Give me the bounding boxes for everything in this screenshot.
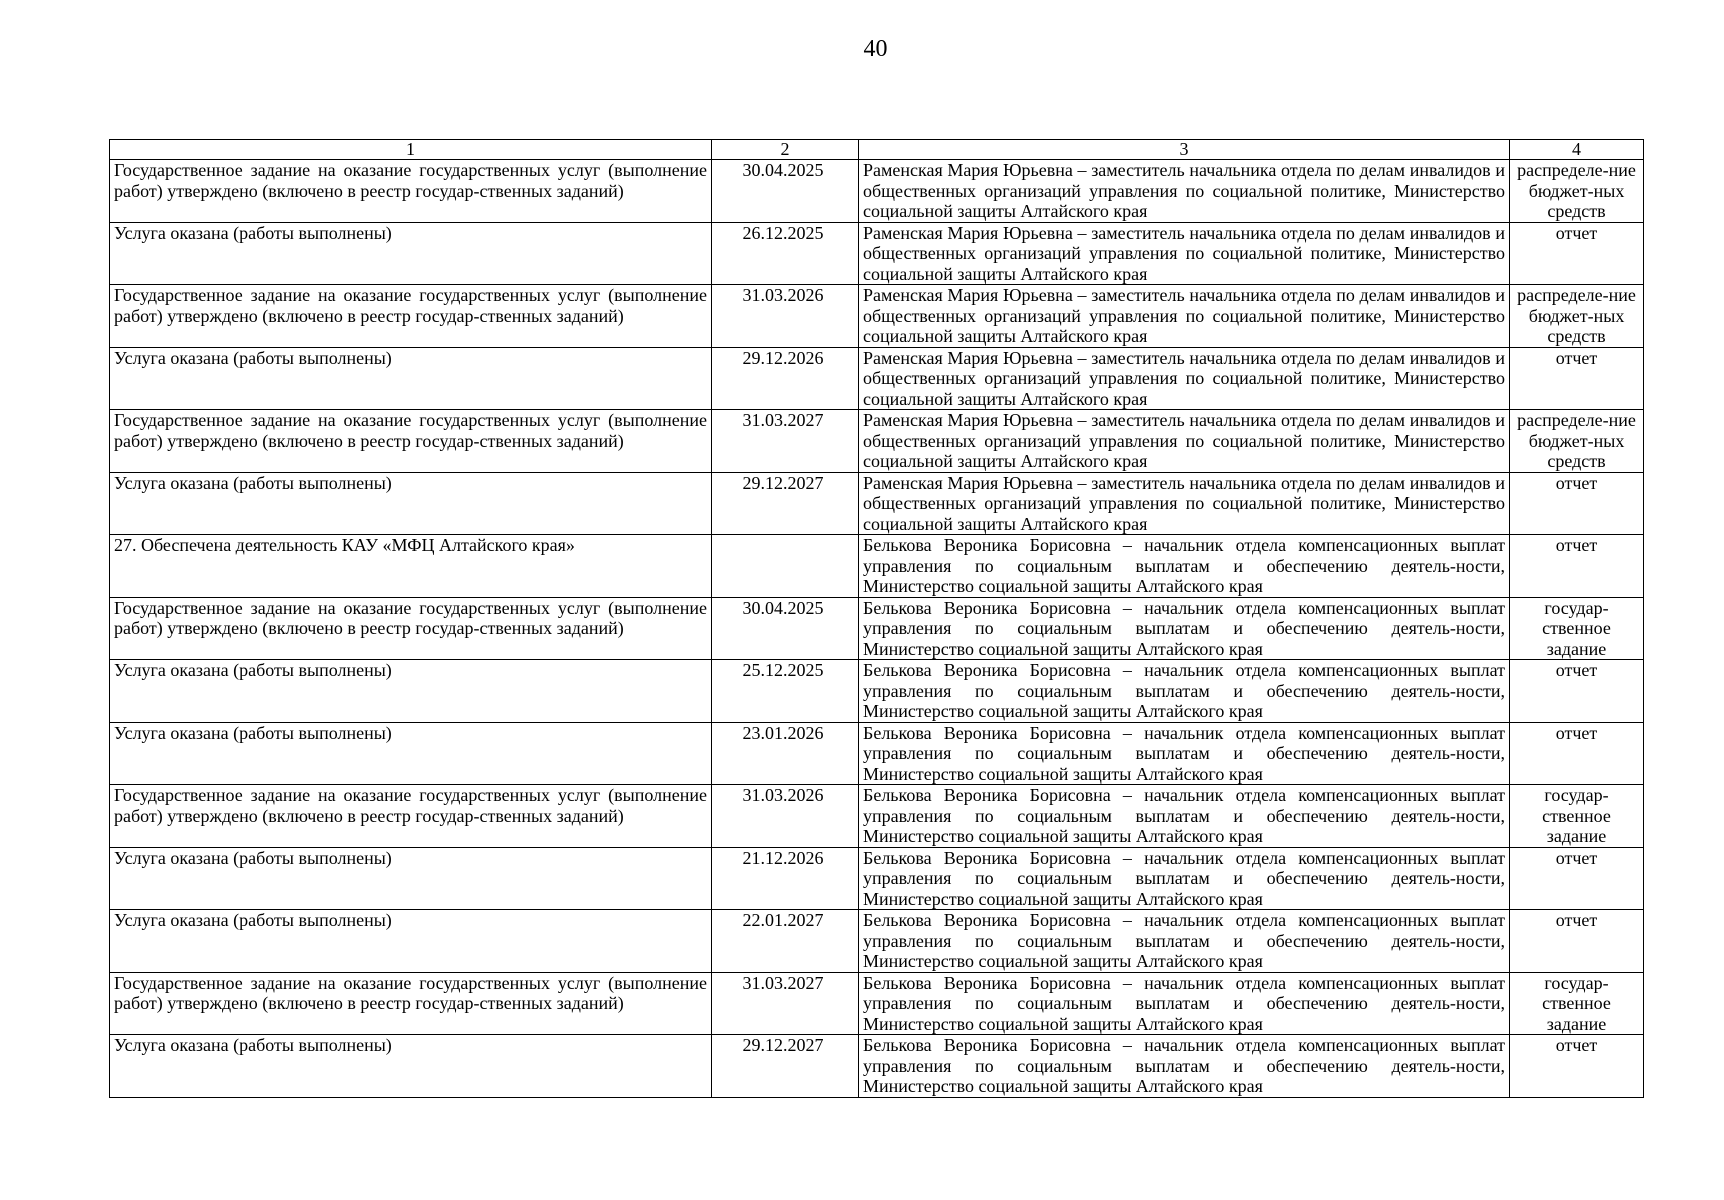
responsible-cell: Раменская Мария Юрьевна – заместитель начальника отдела по делам инвалидов и общественных организаций управления по социальной политике, Министерство социальной защиты Алтайского края	[859, 222, 1510, 285]
responsible-cell: Белькова Вероника Борисовна – начальник отдела компенсационных выплат управления по социальным выплатам и обеспечению деятель-ности, Министерство социальной защиты Алтайского края	[859, 972, 1510, 1035]
responsible-cell: Белькова Вероника Борисовна – начальник отдела компенсационных выплат управления по социальным выплатам и обеспечению деятель-ности, Министерство социальной защиты Алтайского края	[859, 847, 1510, 910]
responsible-cell: Раменская Мария Юрьевна – заместитель начальника отдела по делам инвалидов и общественных организаций управления по социальной политике, Министерство социальной защиты Алтайского края	[859, 160, 1510, 223]
column-header-3: 3	[859, 140, 1510, 160]
document-cell: отчет	[1510, 722, 1644, 785]
table-row	[110, 472, 1644, 535]
date-cell: 21.12.2026	[712, 847, 859, 910]
date-cell: 30.04.2025	[712, 597, 859, 660]
table-row	[110, 722, 1644, 785]
event-cell: Услуга оказана (работы выполнены)	[110, 910, 712, 973]
responsible-cell: Белькова Вероника Борисовна – начальник отдела компенсационных выплат управления по социальным выплатам и обеспечению деятель-ности, Министерство социальной защиты Алтайского края	[859, 722, 1510, 785]
table-row	[110, 910, 1644, 973]
event-cell: Услуга оказана (работы выполнены)	[110, 222, 712, 285]
responsible-cell: Белькова Вероника Борисовна – начальник отдела компенсационных выплат управления по социальным выплатам и обеспечению деятель-ности, Министерство социальной защиты Алтайского края	[859, 1035, 1510, 1098]
document-cell: отчет	[1510, 472, 1644, 535]
document-cell: государ-ственное задание	[1510, 597, 1644, 660]
document-cell: государ-ственное задание	[1510, 785, 1644, 848]
table-row	[110, 285, 1644, 348]
document-cell: распределе-ние бюджет-ных средств	[1510, 410, 1644, 473]
table-row	[110, 1035, 1644, 1098]
table-row	[110, 347, 1644, 410]
responsible-cell: Белькова Вероника Борисовна – начальник отдела компенсационных выплат управления по социальным выплатам и обеспечению деятель-ности, Министерство социальной защиты Алтайского края	[859, 535, 1510, 598]
document-cell: отчет	[1510, 347, 1644, 410]
responsible-cell: Раменская Мария Юрьевна – заместитель начальника отдела по делам инвалидов и общественных организаций управления по социальной политике, Министерство социальной защиты Алтайского края	[859, 347, 1510, 410]
document-cell: отчет	[1510, 535, 1644, 598]
date-cell: 23.01.2026	[712, 722, 859, 785]
document-cell: отчет	[1510, 910, 1644, 973]
responsible-cell: Белькова Вероника Борисовна – начальник отдела компенсационных выплат управления по социальным выплатам и обеспечению деятель-ности, Министерство социальной защиты Алтайского края	[859, 597, 1510, 660]
date-cell: 31.03.2026	[712, 785, 859, 848]
responsible-cell: Раменская Мария Юрьевна – заместитель начальника отдела по делам инвалидов и общественных организаций управления по социальной политике, Министерство социальной защиты Алтайского края	[859, 410, 1510, 473]
event-cell: 27. Обеспечена деятельность КАУ «МФЦ Алтайского края»	[110, 535, 712, 598]
document-cell: распределе-ние бюджет-ных средств	[1510, 160, 1644, 223]
table-row	[110, 597, 1644, 660]
date-cell: 31.03.2027	[712, 410, 859, 473]
event-cell: Услуга оказана (работы выполнены)	[110, 847, 712, 910]
column-header-4: 4	[1510, 140, 1644, 160]
responsible-cell: Раменская Мария Юрьевна – заместитель начальника отдела по делам инвалидов и общественных организаций управления по социальной политике, Министерство социальной защиты Алтайского края	[859, 285, 1510, 348]
event-cell: Услуга оказана (работы выполнены)	[110, 722, 712, 785]
table-row	[110, 222, 1644, 285]
responsible-cell: Белькова Вероника Борисовна – начальник отдела компенсационных выплат управления по социальным выплатам и обеспечению деятель-ности, Министерство социальной защиты Алтайского края	[859, 785, 1510, 848]
date-cell	[712, 535, 859, 598]
event-cell: Услуга оказана (работы выполнены)	[110, 347, 712, 410]
column-header-2: 2	[712, 140, 859, 160]
event-cell: Государственное задание на оказание государственных услуг (выполнение работ) утверждено (включено в реестр государ-ственных заданий)	[110, 410, 712, 473]
date-cell: 31.03.2026	[712, 285, 859, 348]
event-cell: Услуга оказана (работы выполнены)	[110, 472, 712, 535]
column-header-1: 1	[110, 140, 712, 160]
document-cell: отчет	[1510, 222, 1644, 285]
responsible-cell: Раменская Мария Юрьевна – заместитель начальника отдела по делам инвалидов и общественных организаций управления по социальной политике, Министерство социальной защиты Алтайского края	[859, 472, 1510, 535]
event-cell: Услуга оказана (работы выполнены)	[110, 660, 712, 723]
page-number: 40	[863, 36, 888, 62]
table-header-row	[110, 140, 1644, 160]
document-cell: распределе-ние бюджет-ных средств	[1510, 285, 1644, 348]
table-row	[110, 785, 1644, 848]
date-cell: 29.12.2026	[712, 347, 859, 410]
date-cell: 22.01.2027	[712, 910, 859, 973]
date-cell: 29.12.2027	[712, 1035, 859, 1098]
date-cell: 25.12.2025	[712, 660, 859, 723]
event-cell: Государственное задание на оказание государственных услуг (выполнение работ) утверждено (включено в реестр государ-ственных заданий)	[110, 597, 712, 660]
event-cell: Государственное задание на оказание государственных услуг (выполнение работ) утверждено (включено в реестр государ-ственных заданий)	[110, 785, 712, 848]
responsible-cell: Белькова Вероника Борисовна – начальник отдела компенсационных выплат управления по социальным выплатам и обеспечению деятель-ности, Министерство социальной защиты Алтайского края	[859, 910, 1510, 973]
table-row	[110, 660, 1644, 723]
table-row	[110, 535, 1644, 598]
table-row	[110, 847, 1644, 910]
event-cell: Услуга оказана (работы выполнены)	[110, 1035, 712, 1098]
date-cell: 26.12.2025	[712, 222, 859, 285]
date-cell: 30.04.2025	[712, 160, 859, 223]
date-cell: 31.03.2027	[712, 972, 859, 1035]
event-cell: Государственное задание на оказание государственных услуг (выполнение работ) утверждено (включено в реестр государ-ственных заданий)	[110, 160, 712, 223]
document-cell: государ-ственное задание	[1510, 972, 1644, 1035]
document-cell: отчет	[1510, 1035, 1644, 1098]
control-points-table	[109, 139, 1644, 1098]
event-cell: Государственное задание на оказание государственных услуг (выполнение работ) утверждено (включено в реестр государ-ственных заданий)	[110, 285, 712, 348]
document-cell: отчет	[1510, 660, 1644, 723]
event-cell: Государственное задание на оказание государственных услуг (выполнение работ) утверждено (включено в реестр государ-ственных заданий)	[110, 972, 712, 1035]
document-cell: отчет	[1510, 847, 1644, 910]
date-cell: 29.12.2027	[712, 472, 859, 535]
responsible-cell: Белькова Вероника Борисовна – начальник отдела компенсационных выплат управления по социальным выплатам и обеспечению деятель-ности, Министерство социальной защиты Алтайского края	[859, 660, 1510, 723]
table-row	[110, 972, 1644, 1035]
table-row	[110, 410, 1644, 473]
table-row	[110, 160, 1644, 223]
